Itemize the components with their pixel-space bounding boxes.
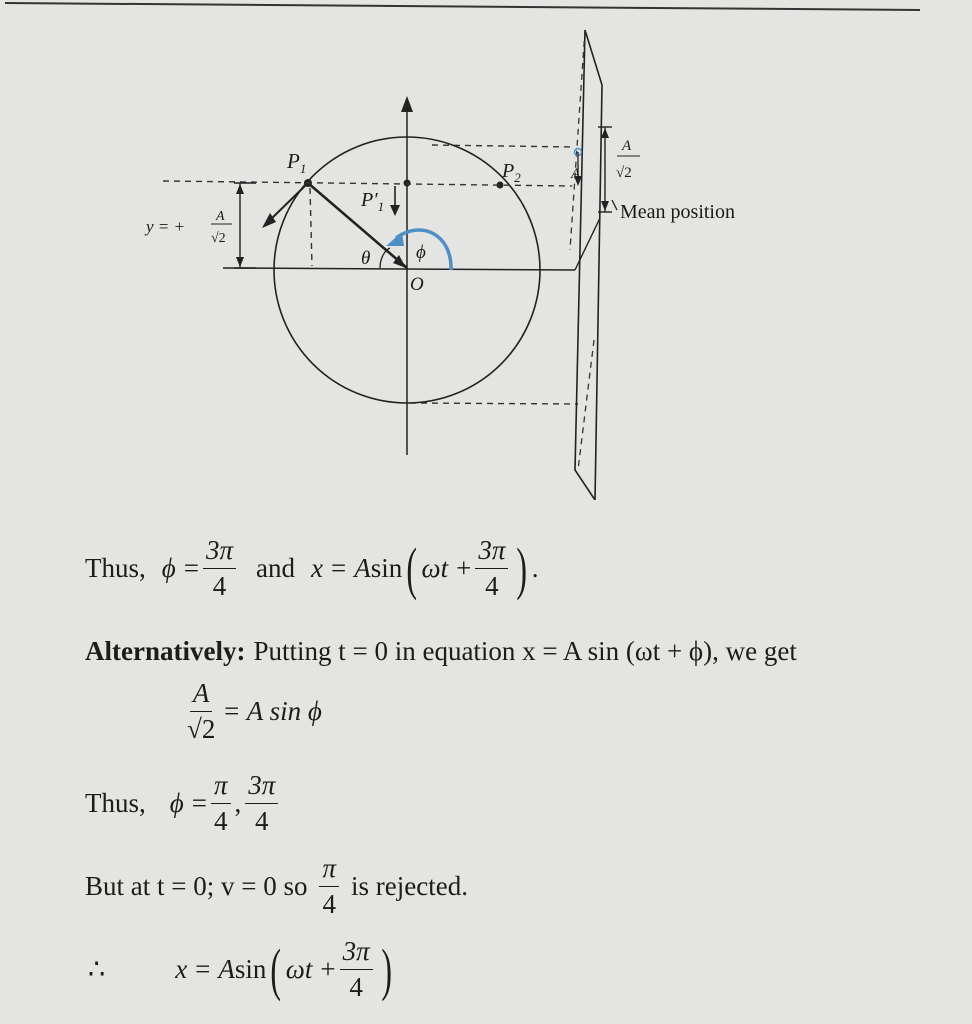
point-p1prime-dot — [404, 180, 411, 187]
vertical-axis-arrow-icon — [401, 96, 413, 112]
equation-rhs: = A sin ϕ — [222, 696, 322, 726]
page-top-rule — [5, 3, 920, 10]
rejection-pre-text: But at t = 0; v = 0 so — [85, 871, 308, 901]
label-right-frac-num: A — [622, 138, 632, 154]
right-paren-2: ) — [380, 936, 392, 1002]
label-origin: O — [410, 274, 424, 295]
equals-sign-4: = — [195, 954, 211, 984]
right-dim-up-arrow-icon — [601, 128, 609, 138]
sin-function: sin — [370, 553, 403, 583]
therefore-symbol: ∴ — [88, 954, 106, 984]
dashed-p-projection — [310, 188, 312, 266]
label-theta: θ — [361, 248, 371, 269]
sin-function-2: sin — [234, 954, 267, 984]
equals-sign-2: = — [330, 553, 347, 583]
right-dim-down-arrow-icon — [601, 201, 609, 211]
fraction-pi-4-b: $\frac{\pi}{4}$ — [319, 855, 339, 918]
alternatively-heading: Alternatively: — [85, 636, 246, 666]
and-word: and — [256, 553, 295, 583]
rejection-line — [85, 855, 468, 918]
shm-reference-circle-diagram — [0, 0, 972, 500]
omega-t-2: ωt — [285, 954, 313, 984]
plus-sign-2: + — [320, 954, 336, 984]
alternatively-line — [85, 638, 797, 665]
y-dim-up-arrow-icon — [236, 184, 244, 194]
label-y-frac-num: A — [216, 209, 225, 224]
dashed-bottom-level — [410, 403, 578, 404]
label-screen-a: A — [571, 166, 581, 182]
equals-sign-3: = — [191, 788, 207, 818]
phi-symbol: ϕ — [161, 553, 176, 583]
equation-phi-result — [85, 537, 538, 600]
amplitude-symbol-2: A — [218, 954, 235, 984]
y-dim-down-arrow-icon — [236, 257, 244, 267]
phi-symbol-2: ϕ — [169, 788, 184, 818]
right-paren: ) — [516, 535, 528, 601]
comma: , — [234, 788, 242, 818]
amplitude-symbol: A — [354, 553, 371, 583]
thus-word-2: Thus, — [85, 788, 146, 818]
alternatively-text: Putting t = 0 in equation x = A sin (ωt + ϕ), we get — [253, 636, 797, 666]
thus-word: Thus, — [85, 553, 146, 583]
fraction-3pi-4-b: $\frac{3\pi}{4}$ — [475, 537, 508, 600]
screen-hidden-edge-bottom — [578, 340, 594, 470]
label-right-frac-den: √2 — [616, 165, 632, 181]
rejection-post-text: is rejected. — [351, 871, 468, 901]
left-paren: ( — [406, 535, 418, 601]
final-equation — [88, 938, 396, 1001]
projection-screen — [575, 30, 602, 500]
label-p2: $P_2$ — [502, 160, 521, 185]
screen-diagonal — [575, 218, 600, 270]
omega-t: ωt — [421, 553, 449, 583]
plus-sign: + — [456, 553, 472, 583]
p1prime-arrow-icon — [390, 205, 400, 216]
equals-sign: = — [183, 553, 199, 583]
label-p1prime: $P'_1$ — [361, 189, 385, 214]
x-symbol-2: x — [175, 954, 188, 984]
label-y-frac-den: √2 — [211, 231, 226, 246]
fraction-a-root2: $\frac{A}{√2}$ — [187, 678, 216, 744]
x-symbol: x — [310, 553, 323, 583]
velocity-vector — [268, 183, 308, 222]
left-paren-2: ( — [270, 936, 282, 1002]
equation-phi-values — [85, 772, 282, 835]
fraction-pi-4: $\frac{\pi}{4}$ — [211, 772, 231, 835]
label-p1: $P_1$ — [287, 149, 307, 176]
fraction-3pi-4: $\frac{3\pi}{4}$ — [203, 537, 236, 600]
fraction-3pi-4-d: $\frac{3\pi}{4}$ — [340, 938, 373, 1001]
period: . — [531, 553, 539, 583]
label-y-prefix: y = + — [146, 217, 185, 236]
horizontal-axis — [223, 268, 575, 270]
label-phi: ϕ — [416, 242, 426, 263]
label-mean-position: Mean position — [620, 201, 735, 223]
equation-a-root2 — [180, 680, 322, 743]
phi-arc-arrow-icon — [386, 232, 404, 246]
radius-op — [308, 183, 407, 268]
fraction-3pi-4-c: $\frac{3\pi}{4}$ — [245, 772, 278, 835]
